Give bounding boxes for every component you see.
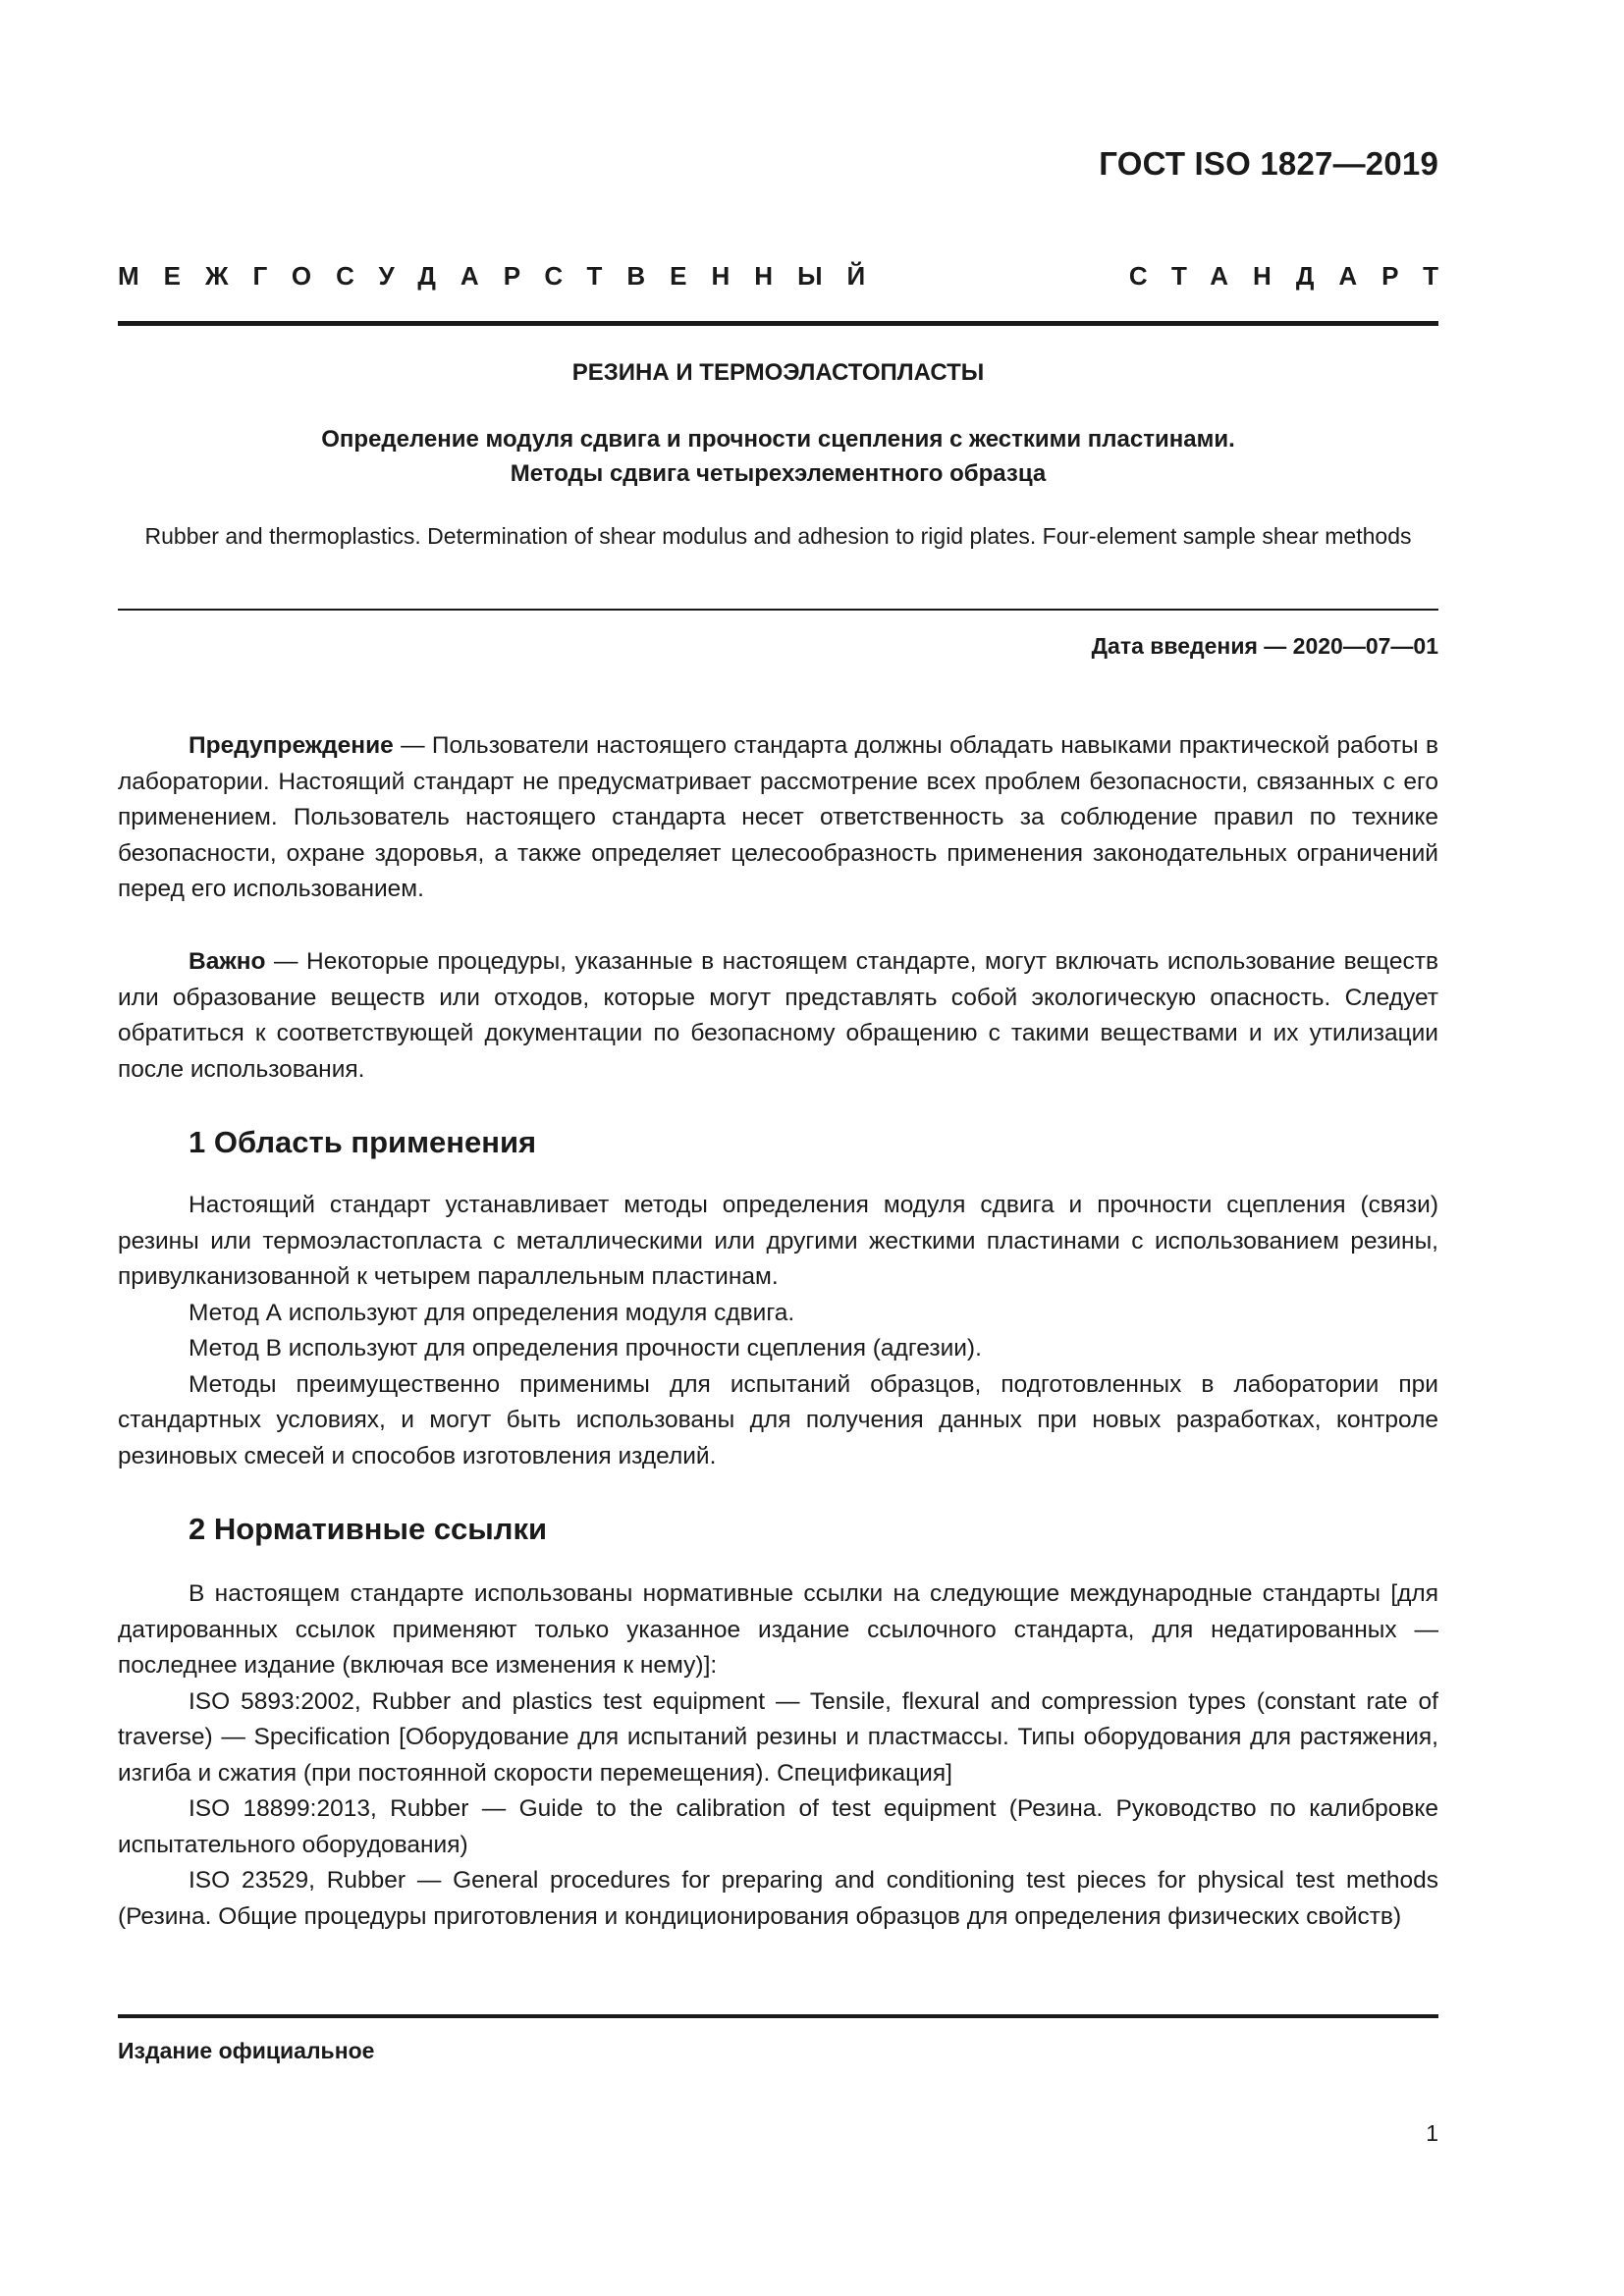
important-label: Важно bbox=[189, 948, 266, 975]
section-1-body bbox=[118, 1188, 1438, 1474]
title-rule bbox=[118, 609, 1438, 611]
interstate-word: МЕЖГОСУДАРСТВЕННЫЙ bbox=[118, 261, 891, 291]
standard-word: СТАНДАРТ bbox=[1128, 261, 1463, 291]
introduction-date: Дата введения — 2020—07—01 bbox=[1091, 633, 1438, 659]
document-subtitle bbox=[118, 422, 1438, 491]
reference-item: ISO 5893:2002, Rubber and plastics test equipment — Tensile, flexural and compression types (constant rate of traverse) — Specification [Оборудование для испытаний резины и пластмассы. Типы оборудования для растяжения, изгиба и сжатия (при постоянной скорости перемещения). Спецификация] bbox=[118, 1687, 1438, 1787]
document-title: РЕЗИНА И ТЕРМОЭЛАСТОПЛАСТЫ bbox=[571, 359, 985, 386]
reference-item: ISO 23529, Rubber — General procedures for preparing and conditioning test pieces for physical test methods (Резина. Общие процедуры приготовления и кондиционирования образцов для определения физических свойств) bbox=[118, 1867, 1438, 1930]
document-page bbox=[118, 0, 1463, 2296]
section-1-paragraph: Настоящий стандарт устанавливает методы определения модуля сдвига и прочности сцепления (связи) резины или термоэластопласта с металлическими или другими жесткими пластинами с использованием резины, привулканизованной к четырем параллельным пластинам. bbox=[118, 1192, 1438, 1290]
document-code: ГОСТ ISO 1827—2019 bbox=[1099, 145, 1438, 182]
section-1-title: 1 Область применения bbox=[189, 1125, 537, 1159]
section-2-paragraph: В настоящем стандарте использованы нормативные ссылки на следующие международные стандарты [для датированных ссылок применяют только указанное издание ссылочного стандарта, для недатированных — последнее издание (включая все изменения к нему)]: bbox=[118, 1580, 1438, 1679]
warning-text: — Пользователи настоящего стандарта должны обладать навыками практической работы в лаборатории. Настоящий стандарт не предусматривает рассмотрение всех проблем безопасности, связанных с его применением. Пользователь настоящего стандарта несет ответственность за соблюдение правил по технике безопасности, охране здоровья, а также определяет целесообразность применения законодательных ограничений перед его использованием. bbox=[118, 732, 1438, 902]
section-2-body bbox=[118, 1576, 1438, 1935]
footer-rule bbox=[118, 2014, 1438, 2018]
section-1-paragraph: Методы преимущественно применимы для испытаний образцов, подготовленных в лаборатории при стандартных условиях, и могут быть использованы для получения данных при новых разработках, контроле резиновых смесей и способов изготовления изделий. bbox=[118, 1370, 1438, 1469]
page-number: 1 bbox=[1426, 2120, 1438, 2146]
section-1-paragraph: Метод В используют для определения прочности сцепления (адгезии). bbox=[189, 1335, 982, 1362]
warning-paragraph bbox=[118, 728, 1438, 908]
important-paragraph bbox=[118, 944, 1438, 1088]
subtitle-line-1: Определение модуля сдвига и прочности сцепления с жесткими пластинами. bbox=[321, 426, 1235, 453]
header-rule bbox=[118, 321, 1438, 326]
reference-item: ISO 18899:2013, Rubber — Guide to the calibration of test equipment (Резина. Руководство по калибровке испытательного оборудования) bbox=[118, 1795, 1438, 1858]
official-edition-label: Издание официальное bbox=[118, 2038, 375, 2063]
interstate-standard-heading bbox=[118, 261, 1463, 292]
subtitle-line-2: Методы сдвига четырехэлементного образца bbox=[510, 460, 1047, 487]
section-2-title: 2 Нормативные ссылки bbox=[189, 1512, 548, 1546]
section-1-paragraph: Метод А используют для определения модуля сдвига. bbox=[189, 1299, 795, 1326]
english-title: Rubber and thermoplastics. Determination of shear modulus and adhesion to rigid plates. Four-element sample shear methods bbox=[144, 523, 1412, 549]
important-text: — Некоторые процедуры, указанные в настоящем стандарте, могут включать использование веществ или образование веществ или отходов, которые могут представлять собой экологическую опасность. Следует обратиться к соответствующей документации по безопасному обращению с такими веществами и их утилизации после использования. bbox=[118, 948, 1438, 1083]
warning-label: Предупреждение bbox=[189, 732, 394, 759]
